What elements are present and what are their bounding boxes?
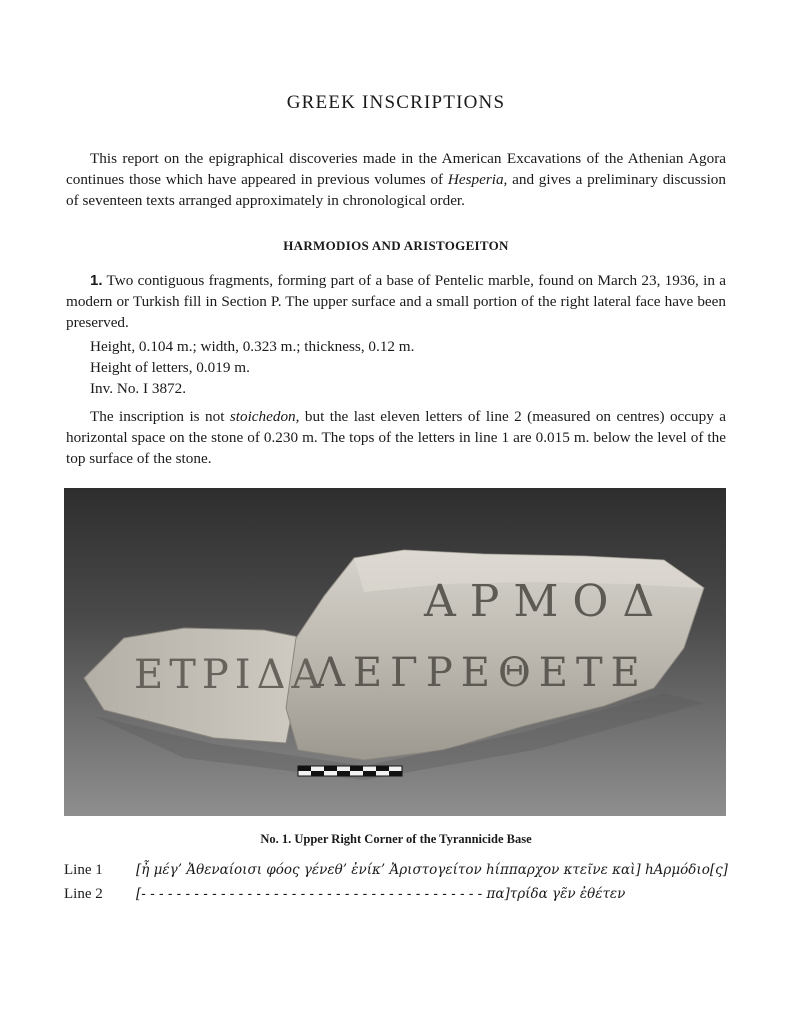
letter-height: Height of letters, 0.019 m. <box>90 359 250 376</box>
line-2-text: [- - - - - - - - - - - - - - - - - - - - - - - - - - - - - - - - - - - - - - - πα]τρίδα γε̃ν ἐθέτεν <box>136 886 626 902</box>
carved-line-2b: ΛΕΓΡΕΘΕΤΕ <box>316 650 648 696</box>
stoichedon-term: stoichedon, <box>229 408 300 425</box>
line-2-label: Line 2 <box>64 886 103 902</box>
dimensions: Height, 0.104 m.; width, 0.323 m.; thickness, 0.12 m. <box>90 338 415 355</box>
entry-text: Two contiguous fragments, forming part of a base of Pentelic marble, found on March 23, 1936, in a modern or Turkish fill in Section P. The upper surface and a small portion of the right lateral face have been preserved. <box>66 272 726 331</box>
discussion-text-before: The inscription is not <box>90 408 230 425</box>
intro-paragraph <box>66 148 726 211</box>
transcription-line-1 <box>64 862 728 884</box>
transcription-line-2 <box>64 886 728 908</box>
carved-line-1: ΑΡΜΟΔ <box>424 576 669 627</box>
carved-line-2a: ΕΤΡΙΔΑ <box>134 652 327 698</box>
intro-text-after: and gives a preliminary discussion of seventeen texts arranged approximately in chronological order. <box>66 171 726 209</box>
line-1-text: [ἦ μέγ’ Ἀθεναίοισι φόος γένεθ’ ἐνίκ’ Ἀριστογείτον hίππαρχον κτεῖνε καὶ] hΑρμόδιο[ς] <box>136 862 728 878</box>
stone-fragment-image <box>64 488 726 816</box>
line-1-label: Line 1 <box>64 862 103 878</box>
inscription-photo <box>64 488 726 816</box>
section-heading: HARMODIOS AND ARISTOGEITON <box>283 238 509 253</box>
discussion-paragraph <box>66 406 726 469</box>
entry-number: 1. <box>90 272 103 289</box>
scale-bar <box>298 766 402 776</box>
journal-title: Hesperia, <box>447 171 508 188</box>
figure-caption: No. 1. Upper Right Corner of the Tyrannicide Base <box>260 832 532 846</box>
page-title: GREEK INSCRIPTIONS <box>286 92 506 113</box>
intro-text-before: This report on the epigraphical discoveries made in the American Excavations of the Athenian Agora continues those which have appeared in previous volumes of <box>66 150 726 188</box>
inventory-number: Inv. No. I 3872. <box>90 380 187 397</box>
discussion-text-after: but the last eleven letters of line 2 (measured on centres) occupy a horizontal space on the stone of 0.230 m. The tops of the letters in line 1 are 0.015 m. below the level of the top surface of the stone. <box>66 408 726 467</box>
entry-description <box>66 270 726 333</box>
